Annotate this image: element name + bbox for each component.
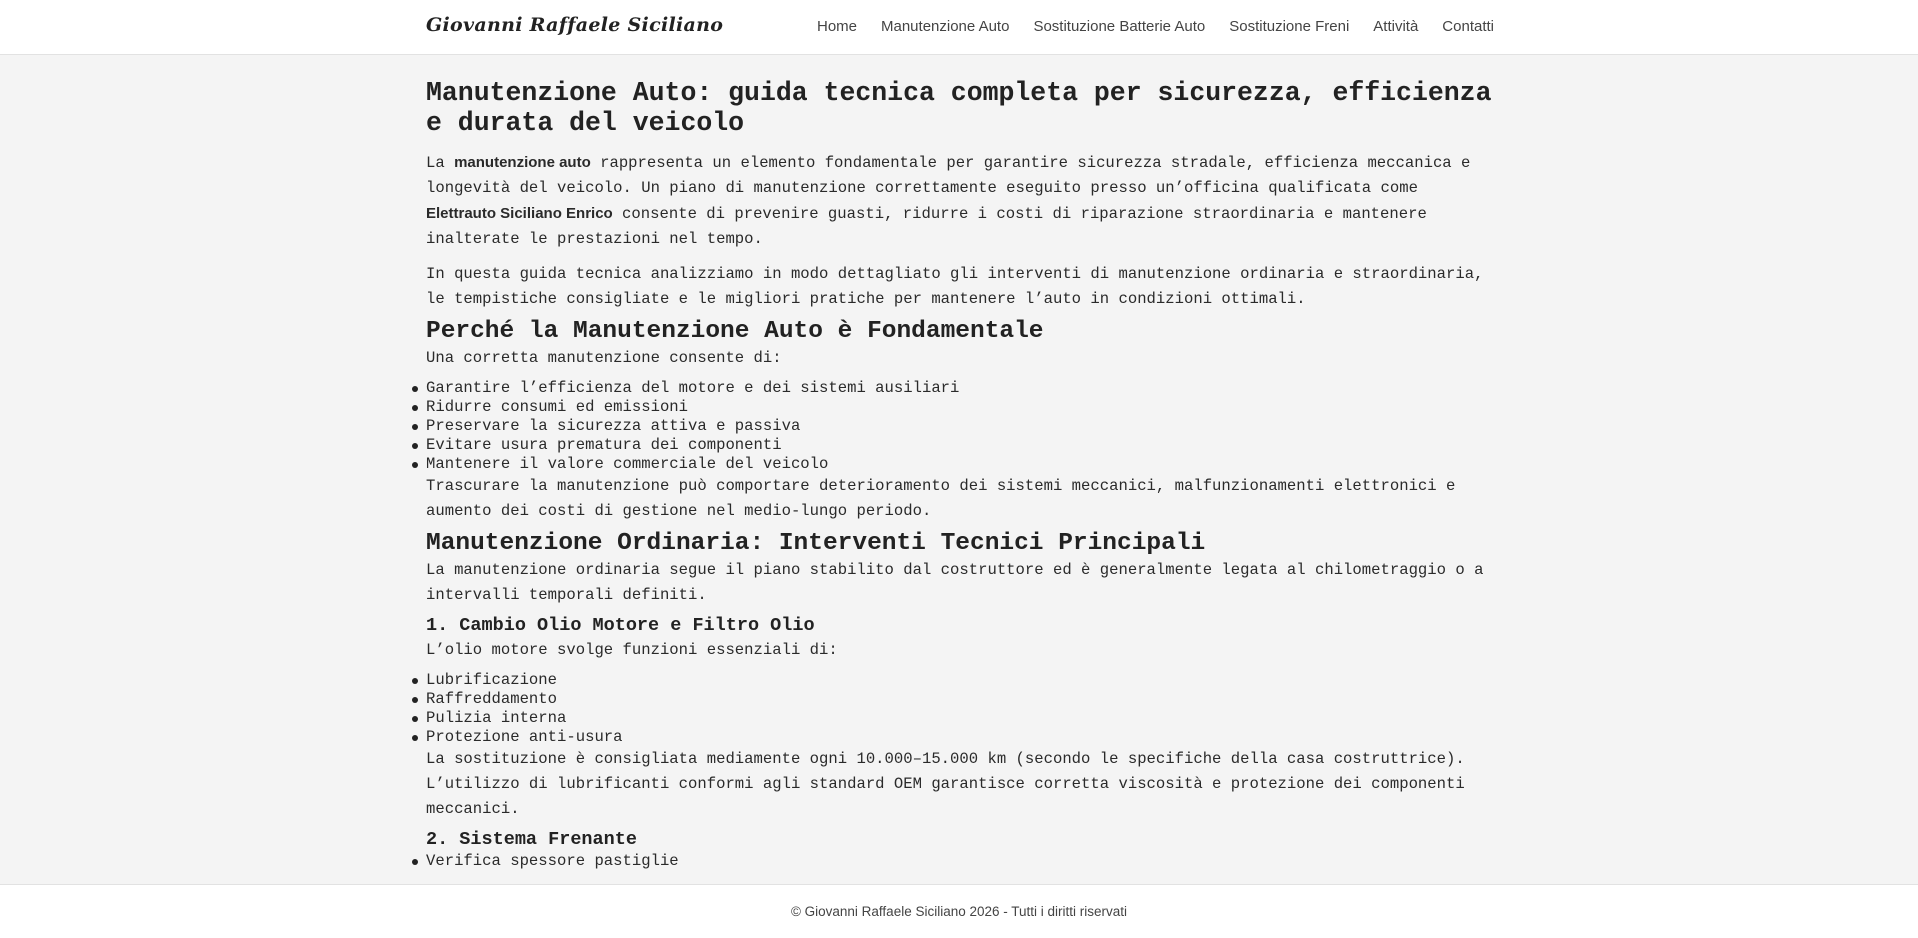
list-item: Evitare usura prematura dei componenti [426,436,1496,455]
list-item: Ridurre consumi ed emissioni [426,398,1496,417]
list-item: Garantire l’efficienza del motore e dei sistemi ausiliari [426,379,1496,398]
site-header [0,0,1918,55]
section-title-ordinary: Manutenzione Ordinaria: Interventi Tecnici Principali [426,530,1206,557]
list-item: Protezione anti-usura [426,728,1496,747]
section-title-importance: Perché la Manutenzione Auto è Fondamentale [426,318,1044,345]
nav-link-sostituzione-freni[interactable]: Sostituzione Freni [1229,18,1350,35]
subsection-after-oil: La sostituzione è consigliata mediamente ogni 10.000–15.000 km (secondo le specifiche della casa costruttrice). L’utilizzo di lubrificanti conformi agli standard OEM garantisce corretta viscosità e protezione dei componenti meccanici. [426,750,1465,818]
intro-text-1: La [426,154,455,172]
list-item: Lubrificazione [426,671,1496,690]
main-nav [817,18,1494,35]
intro-bold-1: manutenzione auto [454,154,591,171]
oil-functions-list [426,671,1496,747]
subsection-lead-oil: L’olio motore svolge funzioni essenziali di: [426,641,838,659]
nav-link-home[interactable]: Home [816,18,857,35]
intro-bold-2: Elettrauto Siciliano Enrico [426,205,613,222]
intro-text-3: consente di prevenire guasti, ridurre i costi di riparazione straordinaria e mantenere inalterate le prestazioni nel tempo. [426,205,1427,248]
section-lead-importance: Una corretta manutenzione consente di: [426,349,782,367]
nav-link-manutenzione-auto[interactable]: Manutenzione Auto [881,18,1010,35]
nav-link-sostituzione-batterie[interactable]: Sostituzione Batterie Auto [1033,18,1206,35]
site-logo[interactable]: Giovanni Raffaele Siciliano [426,14,724,36]
site-footer [0,884,1918,938]
intro-paragraph [426,150,1496,252]
list-item: Raffreddamento [426,690,1496,709]
section-lead-ordinary: La manutenzione ordinaria segue il piano stabilito dal costruttore ed è generalmente legata al chilometraggio o a intervalli temporali definiti. [426,561,1484,604]
guide-paragraph: In questa guida tecnica analizziamo in modo dettagliato gli interventi di manutenzione ordinaria e straordinaria, le tempistiche consigliate e le migliori pratiche per mantenere l’auto in condizioni ottimali. [426,265,1484,308]
intro-text-2: rappresenta un elemento fondamentale per garantire sicurezza stradale, efficienza meccanica e longevità del veicolo. Un piano di manutenzione correttamente eseguito presso un’officina qualificata come [426,154,1471,197]
list-item: Pulizia interna [426,709,1496,728]
page-title: Manutenzione Auto: guida tecnica completa per sicurezza, efficienza e durata del veicolo [426,78,1492,138]
subsection-title-oil: 1. Cambio Olio Motore e Filtro Olio [426,615,815,636]
section-after-importance: Trascurare la manutenzione può comportare deterioramento dei sistemi meccanici, malfunzionamenti elettronici e aumento dei costi di gestione nel medio-lungo periodo. [426,477,1456,520]
nav-link-contatti[interactable]: Contatti [1442,18,1494,35]
list-item: Preservare la sicurezza attiva e passiva [426,417,1496,436]
footer-copyright: © Giovanni Raffaele Siciliano 2026 - Tutti i diritti riservati [790,904,1128,919]
brakes-list [426,852,1496,871]
benefits-list [426,379,1496,474]
subsection-title-brakes: 2. Sistema Frenante [426,829,637,850]
list-item: Verifica spessore pastiglie [426,852,1496,871]
article-content [426,68,1496,871]
list-item: Mantenere il valore commerciale del veicolo [426,455,1496,474]
nav-link-attivita[interactable]: Attività [1373,18,1419,35]
